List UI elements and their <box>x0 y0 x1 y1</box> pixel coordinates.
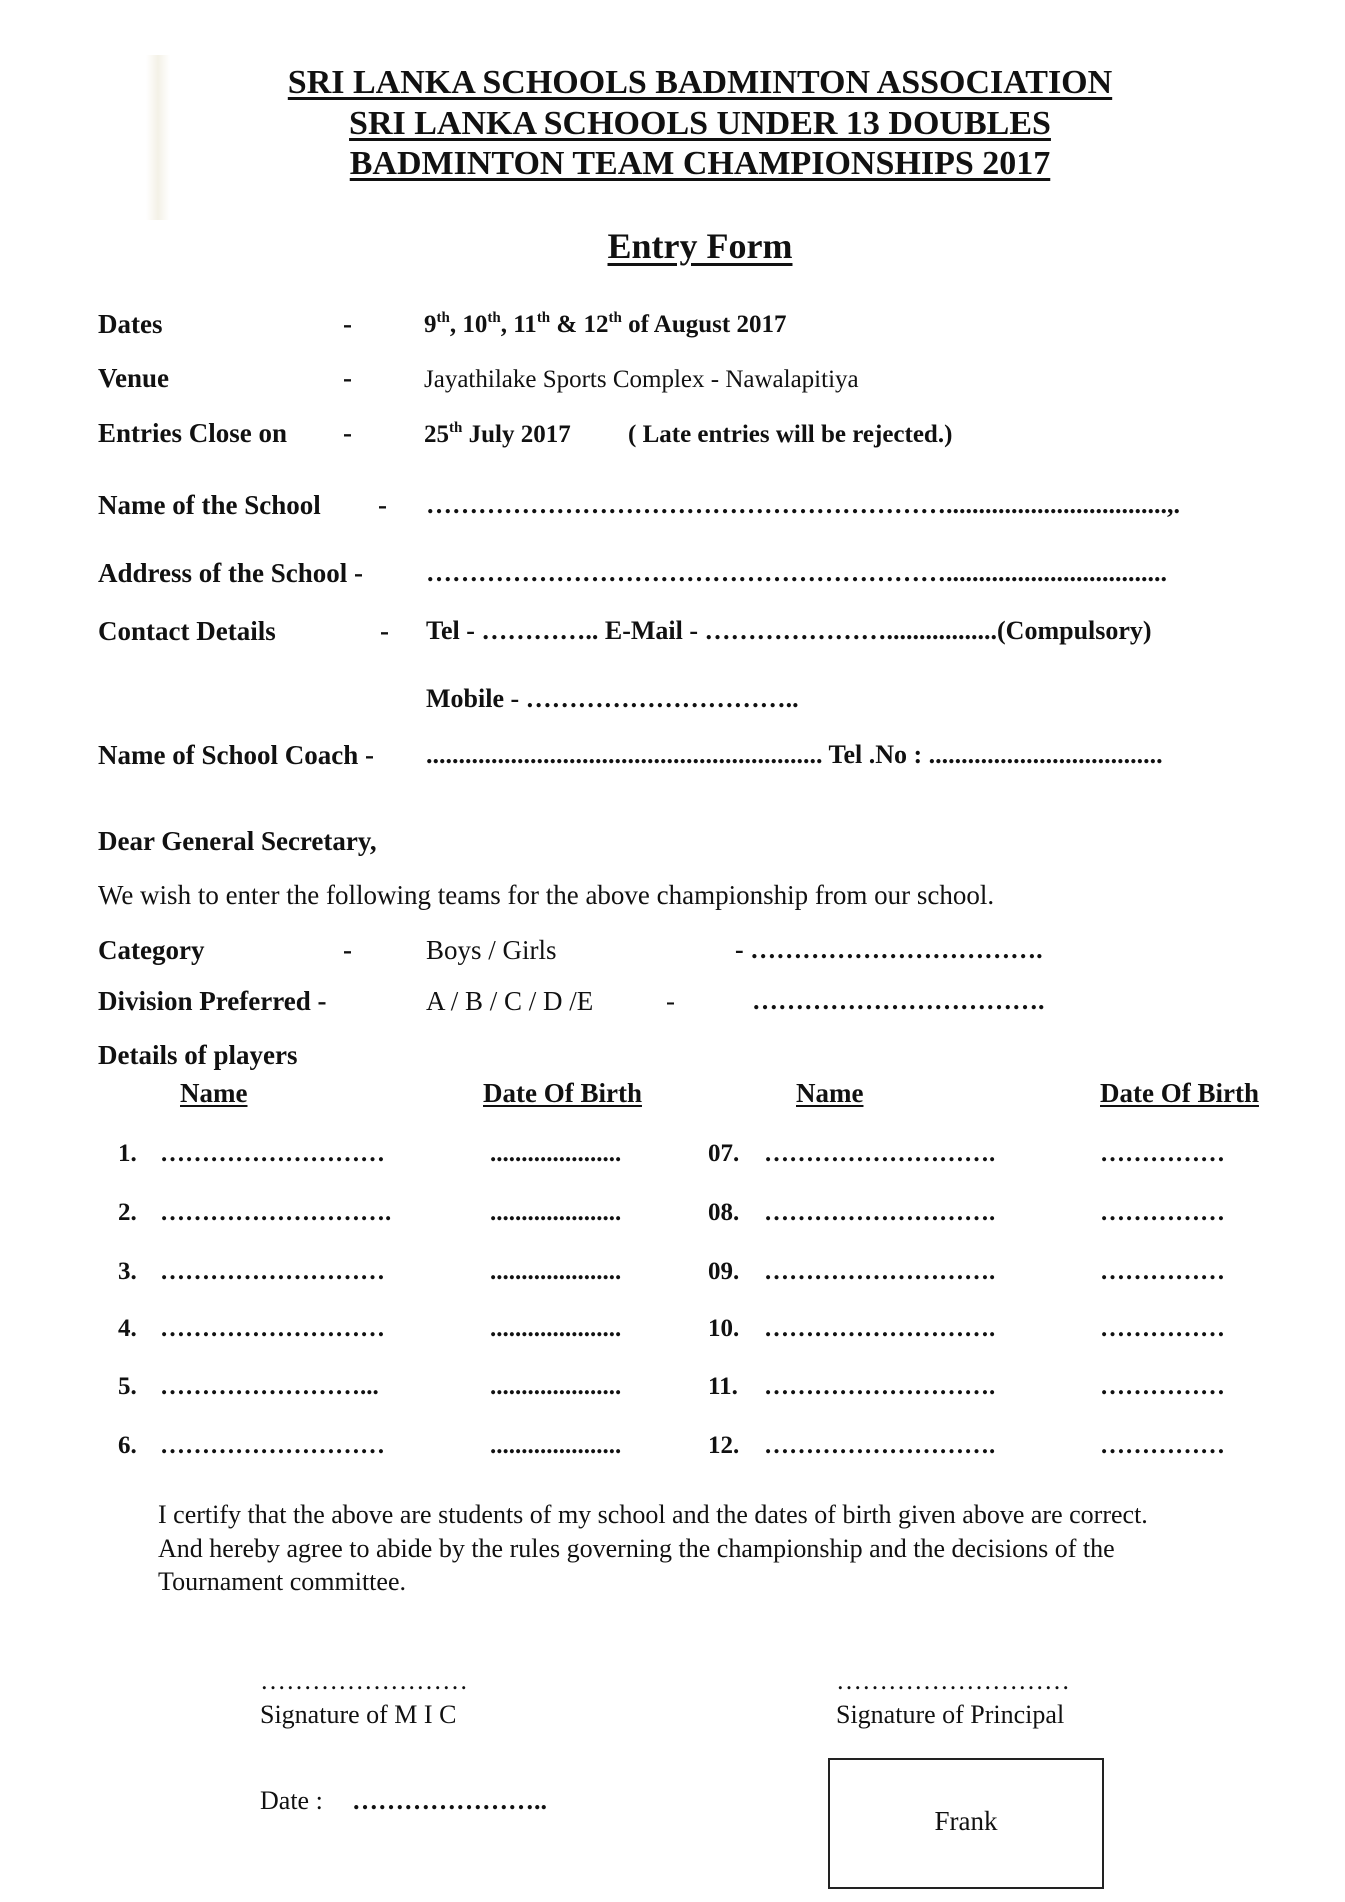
school-name-label: Name of the School <box>98 490 321 520</box>
venue-value: Jayathilake Sports Complex - Nawalapitiya <box>424 366 859 393</box>
contact-label: Contact Details <box>98 616 276 646</box>
left-name-header: Name <box>180 1078 248 1108</box>
player-number: 09. <box>708 1258 740 1285</box>
player-name-field[interactable]: ………………………. <box>764 1140 996 1167</box>
player-dob-field[interactable]: ..................... <box>490 1432 622 1459</box>
entries-close-value: 25th July 2017 <box>424 420 571 448</box>
player-dob-field[interactable]: ..................... <box>490 1140 622 1167</box>
player-name-field[interactable]: ……………………... <box>160 1373 379 1400</box>
form-title: Entry Form <box>607 226 793 266</box>
player-dob-field[interactable]: ..................... <box>490 1258 622 1285</box>
player-number: 1. <box>118 1140 137 1167</box>
player-dob-field[interactable]: …………… <box>1100 1258 1225 1285</box>
date-field[interactable]: ………………….. <box>352 1786 547 1815</box>
player-number: 08. <box>708 1199 740 1226</box>
division-field[interactable]: ……………………………. <box>752 986 1045 1015</box>
player-name-field[interactable]: ………………………. <box>764 1199 996 1226</box>
player-number: 10. <box>708 1315 740 1342</box>
player-dob-field[interactable]: ..................... <box>490 1373 622 1400</box>
players-heading: Details of players <box>98 1040 298 1070</box>
school-name-separator: - <box>378 490 387 520</box>
player-name-field[interactable]: ………………………. <box>160 1199 392 1226</box>
division-separator: - <box>666 986 675 1016</box>
mic-signature-line[interactable]: …………………… <box>260 1666 468 1695</box>
player-number: 5. <box>118 1373 137 1400</box>
certification-line-1: I certify that the above are students of my school and the dates of birth given above are correct. <box>158 1500 1148 1529</box>
player-number: 6. <box>118 1432 137 1459</box>
certification-line-2: And hereby agree to abide by the rules governing the championship and the decisions of the <box>158 1534 1115 1563</box>
coach-field[interactable]: ............................................................. Tel .No : .................................... <box>426 740 1163 769</box>
category-label: Category <box>98 935 205 965</box>
left-dob-header: Date Of Birth <box>483 1078 642 1108</box>
venue-label: Venue <box>98 363 170 393</box>
coach-label: Name of School Coach - <box>98 740 374 770</box>
mobile-field[interactable]: Mobile - ………………………….. <box>426 684 799 713</box>
contact-field[interactable]: Tel - ………….. E-Mail - ………………….................(Compulsory) <box>426 616 1152 645</box>
player-number: 4. <box>118 1315 137 1342</box>
player-dob-field[interactable]: …………… <box>1100 1432 1225 1459</box>
player-name-field[interactable]: ………………………. <box>764 1373 996 1400</box>
dates-value: 9th, 10th, 11th & 12th of August 2017 <box>424 310 787 338</box>
player-name-field[interactable]: ……………………… <box>160 1432 385 1459</box>
player-dob-field[interactable]: …………… <box>1100 1199 1225 1226</box>
division-options[interactable]: A / B / C / D /E <box>426 986 594 1016</box>
player-number: 11. <box>708 1373 738 1400</box>
player-dob-field[interactable]: …………… <box>1100 1140 1225 1167</box>
address-field[interactable]: …………………………………………………….................................. <box>426 558 1167 587</box>
player-number: 3. <box>118 1258 137 1285</box>
school-stamp-box <box>828 1758 1104 1889</box>
category-options[interactable]: Boys / Girls <box>426 935 557 965</box>
mic-signature-label: Signature of M I C <box>260 1700 457 1729</box>
school-name-field[interactable]: ……………………………………………………..................................,. <box>426 490 1180 519</box>
principal-signature-line[interactable]: ……………………… <box>836 1666 1070 1695</box>
entries-close-label: Entries Close on <box>98 418 287 448</box>
certification-line-3: Tournament committee. <box>158 1567 406 1596</box>
address-label: Address of the School - <box>98 558 364 588</box>
player-number: 07. <box>708 1140 740 1167</box>
dates-separator: - <box>343 309 352 339</box>
player-number: 2. <box>118 1199 137 1226</box>
player-name-field[interactable]: ……………………… <box>160 1140 385 1167</box>
association-title: SRI LANKA SCHOOLS BADMINTON ASSOCIATION <box>287 64 1113 101</box>
intro-text: We wish to enter the following teams for the above championship from our school. <box>98 880 995 910</box>
late-entries-note: ( Late entries will be rejected.) <box>628 421 953 448</box>
principal-signature-label: Signature of Principal <box>836 1700 1065 1729</box>
dates-label: Dates <box>98 309 163 339</box>
championship-title-line1: SRI LANKA SCHOOLS UNDER 13 DOUBLES <box>349 105 1051 142</box>
division-label: Division Preferred - <box>98 986 327 1016</box>
player-name-field[interactable]: ………………………. <box>764 1432 996 1459</box>
player-name-field[interactable]: ……………………… <box>160 1315 385 1342</box>
player-name-field[interactable]: ………………………. <box>764 1258 996 1285</box>
category-separator: - <box>343 935 352 965</box>
right-name-header: Name <box>796 1078 864 1108</box>
player-name-field[interactable]: ……………………… <box>160 1258 385 1285</box>
player-dob-field[interactable]: ..................... <box>490 1315 622 1342</box>
venue-separator: - <box>343 363 352 393</box>
stamp-text: Frank <box>934 1806 998 1836</box>
date-label: Date : <box>260 1786 323 1815</box>
championship-title-line2: BADMINTON TEAM CHAMPIONSHIPS 2017 <box>349 145 1051 182</box>
player-dob-field[interactable]: …………… <box>1100 1373 1225 1400</box>
entries-close-separator: - <box>343 418 352 448</box>
player-name-field[interactable]: ………………………. <box>764 1315 996 1342</box>
right-dob-header: Date Of Birth <box>1100 1078 1259 1108</box>
salutation: Dear General Secretary, <box>98 826 377 856</box>
player-dob-field[interactable]: …………… <box>1100 1315 1225 1342</box>
player-number: 12. <box>708 1432 740 1459</box>
contact-separator: - <box>380 616 389 646</box>
player-dob-field[interactable]: ..................... <box>490 1199 622 1226</box>
category-field[interactable]: - ……………………………. <box>735 935 1043 964</box>
